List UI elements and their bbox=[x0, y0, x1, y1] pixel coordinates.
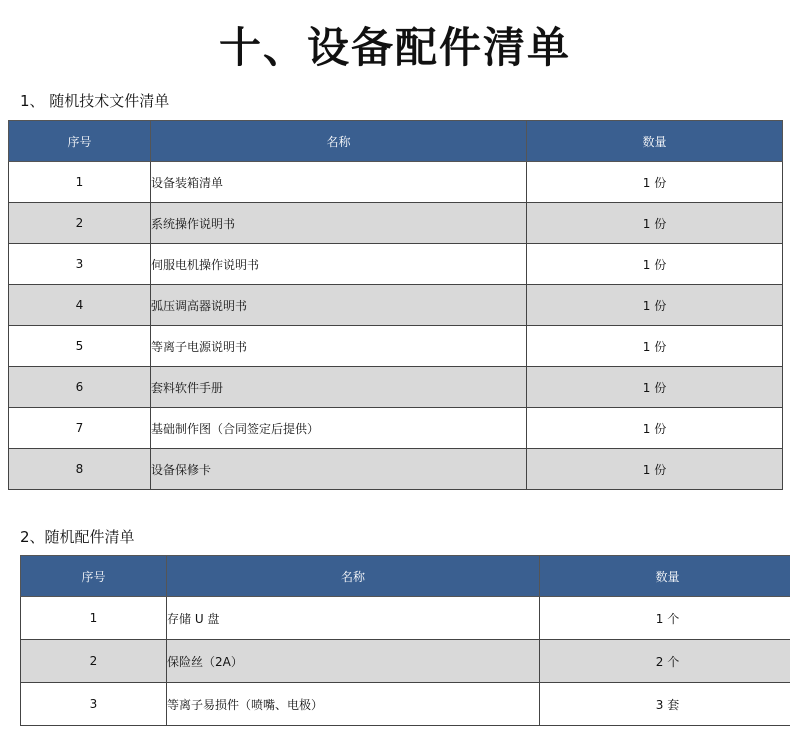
table-row bbox=[9, 326, 783, 367]
cell-name: 弧压调高器说明书 bbox=[151, 285, 527, 326]
cell-qty: 1 份 bbox=[527, 326, 783, 367]
page-title: 十、设备配件清单 bbox=[218, 23, 571, 72]
section-heading-tech-docs: 1、 随机技术文件清单 bbox=[20, 92, 170, 110]
table-row bbox=[9, 203, 783, 244]
cell-name: 系统操作说明书 bbox=[151, 203, 527, 244]
table-row bbox=[9, 449, 783, 490]
cell-name: 等离子电源说明书 bbox=[151, 326, 527, 367]
cell-qty: 1 份 bbox=[527, 162, 783, 203]
table-row bbox=[9, 408, 783, 449]
cell-no: 5 bbox=[9, 326, 151, 367]
tech-docs-table bbox=[8, 120, 783, 490]
cell-qty: 1 份 bbox=[527, 408, 783, 449]
cell-no: 4 bbox=[9, 285, 151, 326]
cell-name: 基础制作图（合同签定后提供） bbox=[151, 408, 527, 449]
cell-qty: 1 个 bbox=[540, 597, 790, 640]
column-header-name: 名称 bbox=[167, 556, 540, 597]
cell-qty: 1 份 bbox=[527, 244, 783, 285]
column-header-qty: 数量 bbox=[540, 556, 790, 597]
table-row bbox=[21, 640, 790, 683]
column-header-no: 序号 bbox=[9, 121, 151, 162]
cell-no: 1 bbox=[9, 162, 151, 203]
column-header-name: 名称 bbox=[151, 121, 527, 162]
table-row bbox=[9, 244, 783, 285]
cell-name: 伺服电机操作说明书 bbox=[151, 244, 527, 285]
cell-qty: 1 份 bbox=[527, 203, 783, 244]
cell-no: 3 bbox=[9, 244, 151, 285]
table-header-row bbox=[21, 556, 790, 597]
cell-qty: 1 份 bbox=[527, 367, 783, 408]
cell-no: 7 bbox=[9, 408, 151, 449]
cell-name: 保险丝（2A） bbox=[167, 640, 540, 683]
cell-no: 8 bbox=[9, 449, 151, 490]
cell-no: 2 bbox=[21, 640, 167, 683]
table-row bbox=[9, 162, 783, 203]
cell-qty: 1 份 bbox=[527, 285, 783, 326]
table-row bbox=[21, 683, 790, 726]
cell-no: 1 bbox=[21, 597, 167, 640]
accessories-table bbox=[20, 555, 790, 726]
table-row bbox=[21, 597, 790, 640]
column-header-no: 序号 bbox=[21, 556, 167, 597]
table-row bbox=[9, 367, 783, 408]
cell-qty: 2 个 bbox=[540, 640, 790, 683]
table-header-row bbox=[9, 121, 783, 162]
cell-no: 2 bbox=[9, 203, 151, 244]
cell-no: 3 bbox=[21, 683, 167, 726]
cell-name: 设备保修卡 bbox=[151, 449, 527, 490]
cell-no: 6 bbox=[9, 367, 151, 408]
cell-name: 等离子易损件（喷嘴、电极） bbox=[167, 683, 540, 726]
cell-name: 存储 U 盘 bbox=[167, 597, 540, 640]
column-header-qty: 数量 bbox=[527, 121, 783, 162]
section-heading-accessories: 2、随机配件清单 bbox=[20, 528, 135, 546]
cell-qty: 3 套 bbox=[540, 683, 790, 726]
cell-name: 设备装箱清单 bbox=[151, 162, 527, 203]
cell-qty: 1 份 bbox=[527, 449, 783, 490]
table-row bbox=[9, 285, 783, 326]
cell-name: 套料软件手册 bbox=[151, 367, 527, 408]
